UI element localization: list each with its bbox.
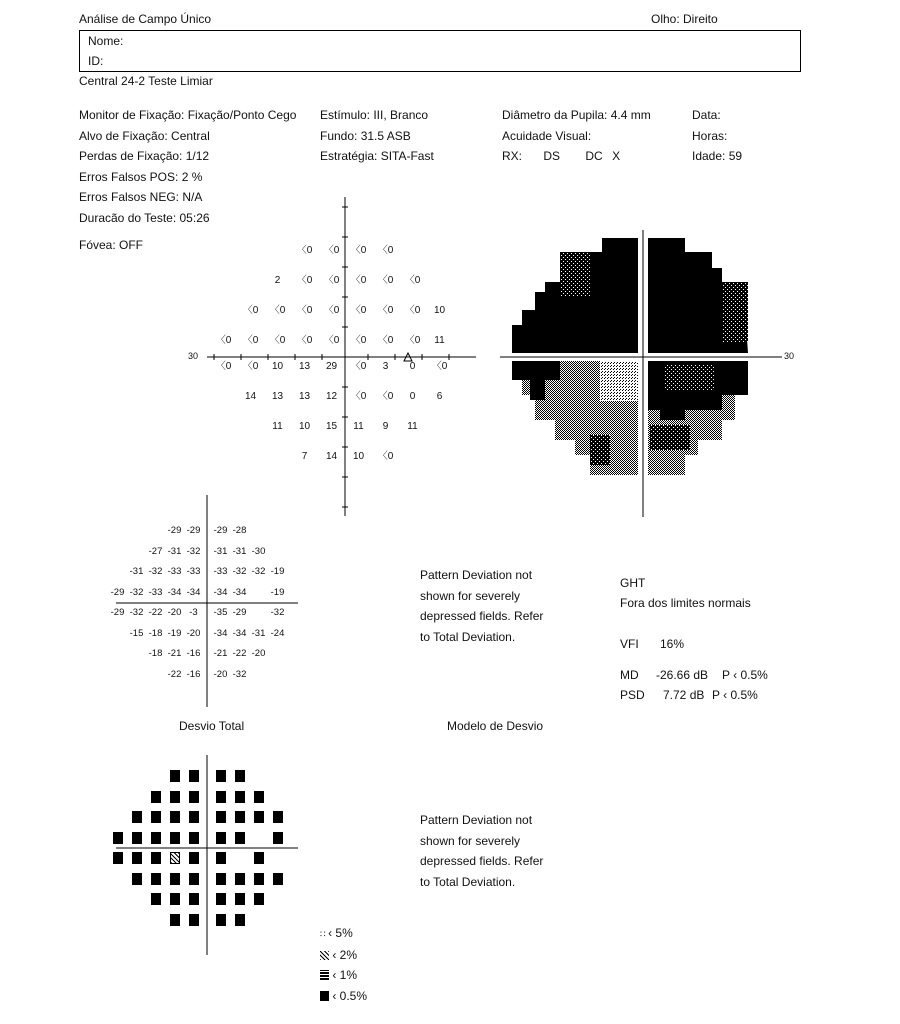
threshold-value: 0 — [409, 361, 416, 372]
fixation-monitor: Monitor de Fixação: Fixação/Ponto Cego — [79, 108, 297, 122]
legend-2-label: ‹ 2% — [332, 947, 358, 962]
threshold-value: 〈0 — [323, 335, 340, 346]
threshold-value: 〈0 — [404, 275, 421, 286]
id-label: ID: — [88, 54, 104, 68]
threshold-value: 〈0 — [242, 361, 259, 372]
test-duration: Duracão do Teste: 05:26 — [79, 210, 210, 225]
threshold-value: 〈0 — [377, 391, 394, 402]
legend-05 — [320, 986, 367, 1007]
total-deviation-value: -20 — [251, 648, 266, 659]
total-deviation-value: -31 — [232, 545, 247, 557]
threshold-value: 11 — [272, 421, 283, 432]
total-deviation-value: -34 — [213, 627, 228, 639]
prob-symbol-05pct — [235, 893, 245, 905]
threshold-value: 〈0 — [350, 305, 367, 316]
prob-symbol-05pct — [189, 832, 199, 844]
total-deviation-value: -31 — [213, 545, 228, 557]
total-deviation-value: -15 — [129, 627, 144, 639]
pattern-note-line: depressed fields. Refer — [420, 609, 544, 623]
prob-symbol-05pct — [216, 893, 226, 905]
total-deviation-value: -34 — [213, 586, 228, 598]
prob-symbol-05pct — [170, 914, 180, 926]
test-name: Central 24-2 Teste Limiar — [79, 74, 213, 88]
prob-symbol-05pct — [235, 832, 245, 844]
visual-acuity: Acuidade Visual: — [502, 128, 592, 143]
prob-symbol-05pct — [189, 811, 199, 823]
legend-5-label: ‹ 5% — [328, 926, 353, 940]
total-deviation-value: -34 — [186, 586, 201, 598]
total-deviation-value: -28 — [232, 525, 247, 536]
total-deviation-value: -18 — [148, 627, 163, 639]
prob-symbol-05pct — [216, 852, 226, 864]
threshold-value: 11 — [434, 335, 445, 346]
prob-symbol-05pct — [151, 873, 161, 885]
threshold-value: 〈0 — [377, 451, 394, 462]
rx-dc: DC — [585, 149, 603, 163]
pattern-note-line: shown for severely — [420, 833, 521, 848]
time-label: Horas: — [692, 128, 728, 143]
threshold-value: 〈0 — [323, 245, 340, 256]
threshold-value: 13 — [298, 391, 311, 402]
threshold-value: 〈0 — [323, 275, 340, 286]
axis-30-left: 30 — [188, 351, 199, 361]
total-deviation-value: -29 — [213, 525, 228, 536]
md-label: MD — [620, 668, 639, 682]
total-deviation-value: -21 — [213, 648, 228, 659]
total-deviation-value: -22 — [148, 607, 163, 618]
prob-symbol-05pct — [235, 873, 245, 885]
prob-symbol-05pct — [132, 811, 142, 823]
stimulus: Estímulo: III, Branco — [320, 108, 429, 122]
threshold-value: 14 — [325, 451, 338, 462]
threshold-value: 〈0 — [350, 391, 367, 402]
rx-label: RX: — [502, 149, 523, 163]
total-deviation-value: -35 — [213, 607, 228, 618]
prob-symbol-05pct — [132, 873, 142, 885]
fixation-target: Alvo de Fixação: Central — [79, 128, 210, 143]
prob-symbol-05pct — [273, 832, 283, 844]
prob-symbol-05pct — [216, 873, 226, 885]
false-pos: Erros Falsos POS: 2 % — [79, 169, 203, 184]
threshold-value: 〈0 — [296, 275, 313, 286]
legend-1 — [320, 965, 367, 986]
prob-symbol-05pct — [189, 893, 199, 905]
prob-symbol-05pct — [151, 832, 161, 844]
total-deviation-value: -33 — [167, 566, 182, 577]
prob-symbol-05pct — [170, 873, 180, 885]
threshold-value: 〈0 — [242, 335, 259, 346]
threshold-value: 6 — [436, 391, 443, 402]
total-deviation-value: -33 — [213, 566, 228, 577]
prob-symbol-05pct — [170, 811, 180, 823]
prob-symbol-05pct — [151, 791, 161, 803]
threshold-value: 〈0 — [431, 361, 448, 372]
threshold-value: 0 — [409, 391, 416, 402]
threshold-value: 12 — [325, 391, 338, 402]
pupil-diameter: Diâmetro da Pupila: 4.4 mm — [502, 108, 651, 122]
total-deviation-value: -29 — [232, 607, 247, 618]
prob-symbol-05pct — [216, 811, 226, 823]
prob-symbol-05pct — [235, 914, 245, 926]
prob-symbol-05pct — [235, 770, 245, 782]
total-deviation-value: -29 — [167, 525, 182, 536]
threshold-value: 3 — [382, 361, 389, 372]
threshold-value: 〈0 — [404, 335, 421, 346]
date-label: Data: — [692, 108, 721, 122]
threshold-value: 〈0 — [323, 305, 340, 316]
total-deviation-value: -24 — [270, 627, 285, 639]
dots-icon: ∷ — [320, 929, 325, 939]
prob-symbol-05pct — [273, 873, 283, 885]
total-deviation-value: -19 — [270, 586, 285, 598]
prob-symbol-05pct — [189, 791, 199, 803]
psd-p: P ‹ 0.5% — [712, 688, 758, 702]
total-deviation-value: -32 — [232, 668, 247, 680]
threshold-value: 10 — [271, 361, 284, 372]
prob-symbol-05pct — [216, 832, 226, 844]
md-p: P ‹ 0.5% — [722, 668, 768, 682]
threshold-value: 〈0 — [215, 361, 232, 372]
prob-symbol-05pct — [216, 791, 226, 803]
total-deviation-title: Desvio Total — [179, 719, 245, 733]
threshold-value: 2 — [274, 275, 281, 286]
pattern-deviation-title: Modelo de Desvio — [447, 719, 544, 733]
total-deviation-value: -31 — [167, 545, 182, 557]
pattern-note-line: shown for severely — [420, 588, 521, 603]
pattern-note-line: Pattern Deviation not — [420, 813, 533, 827]
threshold-value: 〈0 — [269, 335, 286, 346]
threshold-value: 10 — [352, 451, 365, 462]
total-deviation-value: -32 — [129, 607, 144, 618]
threshold-value: 〈0 — [269, 305, 286, 316]
pattern-note-line: Pattern Deviation not — [420, 568, 533, 582]
prob-symbol-05pct — [254, 811, 264, 823]
psd-value: 7.72 dB — [663, 688, 705, 702]
prob-symbol-05pct — [151, 893, 161, 905]
total-deviation-value: -33 — [148, 586, 163, 598]
threshold-value: 13 — [271, 391, 284, 402]
prob-symbol-05pct — [132, 832, 142, 844]
threshold-value: 10 — [298, 421, 311, 432]
total-deviation-value: -22 — [232, 648, 247, 659]
total-deviation-value: -33 — [186, 566, 201, 577]
axis-30-right: 30 — [784, 351, 795, 361]
threshold-value: 〈0 — [377, 245, 394, 256]
total-deviation-value: -34 — [232, 586, 247, 598]
prob-symbol-05pct — [189, 914, 199, 926]
prob-symbol-2pct — [170, 852, 180, 864]
rx-ds: DS — [543, 149, 561, 163]
total-deviation-value: -31 — [129, 566, 144, 577]
threshold-value: 〈0 — [377, 275, 394, 286]
prob-symbol-05pct — [189, 873, 199, 885]
prob-symbol-05pct — [189, 852, 199, 864]
prob-symbol-05pct — [254, 873, 264, 885]
prob-symbol-05pct — [216, 914, 226, 926]
prob-symbol-05pct — [189, 770, 199, 782]
total-deviation-value: -29 — [110, 586, 125, 598]
threshold-value: 14 — [244, 391, 257, 402]
total-deviation-value: -22 — [167, 668, 182, 680]
prob-symbol-05pct — [170, 770, 180, 782]
legend-2 — [320, 945, 367, 966]
threshold-value: 〈0 — [377, 335, 394, 346]
solid-square-icon — [320, 991, 329, 1001]
threshold-value: 29 — [325, 361, 338, 372]
background: Fundo: 31.5 ASB — [320, 128, 411, 143]
psd-label: PSD — [620, 688, 645, 702]
prob-symbol-05pct — [254, 791, 264, 803]
ght-label: GHT — [620, 576, 646, 590]
rx-x: X — [612, 149, 621, 163]
total-deviation-value: -3 — [189, 607, 198, 618]
name-label: Nome: — [88, 34, 124, 48]
total-deviation-value: -32 — [186, 545, 201, 557]
prob-symbol-05pct — [170, 791, 180, 803]
prob-symbol-05pct — [170, 893, 180, 905]
prob-symbol-05pct — [113, 832, 123, 844]
threshold-value: 10 — [433, 305, 446, 316]
vfi-value: 16% — [660, 637, 685, 651]
prob-symbol-05pct — [254, 852, 264, 864]
prob-symbol-05pct — [235, 811, 245, 823]
total-deviation-value: -20 — [186, 627, 201, 639]
md-value: -26.66 dB — [656, 668, 709, 682]
threshold-value: 11 — [353, 421, 364, 432]
threshold-value: 13 — [298, 361, 311, 372]
age-label: Idade: 59 — [692, 149, 743, 163]
total-deviation-value: -32 — [129, 586, 144, 598]
total-deviation-value: -20 — [167, 607, 182, 618]
threshold-value: 〈0 — [350, 361, 367, 372]
report-title: Análise de Campo Único — [79, 12, 212, 26]
total-deviation-value: -34 — [167, 586, 182, 598]
total-deviation-value: -16 — [186, 648, 201, 659]
hatch-light-icon — [320, 951, 329, 960]
strategy: Estratégia: SITA-Fast — [320, 149, 434, 163]
total-deviation-value: -16 — [186, 668, 201, 680]
threshold-value: 11 — [407, 421, 418, 432]
false-neg: Erros Falsos NEG: N/A — [79, 190, 203, 204]
total-deviation-value: -29 — [110, 607, 125, 618]
total-deviation-value: -19 — [270, 566, 285, 577]
threshold-value: 〈0 — [350, 335, 367, 346]
total-deviation-value: -31 — [251, 627, 266, 639]
prob-symbol-05pct — [273, 811, 283, 823]
total-deviation-value: -19 — [167, 627, 182, 639]
prob-symbol-05pct — [254, 893, 264, 905]
threshold-value: 〈0 — [404, 305, 421, 316]
fixation-losses: Perdas de Fixação: 1/12 — [79, 149, 210, 163]
threshold-value: 〈0 — [296, 305, 313, 316]
hatch-dark-icon — [320, 970, 329, 980]
vfi-label: VFI — [620, 637, 639, 651]
total-deviation-value: -32 — [148, 566, 163, 577]
total-deviation-value: -32 — [232, 566, 247, 577]
total-deviation-value: -21 — [167, 648, 182, 659]
total-deviation-value: -32 — [251, 566, 266, 577]
threshold-value: 〈0 — [377, 305, 394, 316]
threshold-value: 〈0 — [215, 335, 232, 346]
threshold-value: 〈0 — [296, 335, 313, 346]
ght-value: Fora dos limites normais — [620, 596, 751, 610]
total-deviation-value: -30 — [251, 545, 266, 557]
prob-symbol-05pct — [216, 770, 226, 782]
total-deviation-value: -18 — [148, 648, 163, 659]
prob-symbol-05pct — [132, 852, 142, 864]
total-deviation-value: -32 — [270, 607, 285, 618]
prob-symbol-05pct — [151, 852, 161, 864]
fovea-label: Fóvea: OFF — [79, 238, 144, 252]
pattern-note-line: to Total Deviation. — [420, 629, 516, 644]
total-deviation-value: -27 — [148, 545, 163, 557]
threshold-value: 7 — [301, 451, 308, 462]
legend-5 — [320, 923, 367, 945]
prob-symbol-05pct — [170, 832, 180, 844]
prob-symbol-05pct — [113, 852, 123, 864]
legend-05-label: ‹ 0.5% — [332, 988, 368, 1003]
total-deviation-value: -29 — [186, 525, 201, 536]
pattern-note-line: to Total Deviation. — [420, 874, 516, 889]
pattern-note-line: depressed fields. Refer — [420, 854, 544, 868]
threshold-value: 〈0 — [350, 245, 367, 256]
legend — [320, 923, 367, 1006]
total-deviation-value: -34 — [232, 627, 247, 639]
prob-symbol-05pct — [151, 811, 161, 823]
threshold-value: 〈0 — [242, 305, 259, 316]
eye-label: Olho: Direito — [651, 12, 718, 26]
threshold-value: 〈0 — [296, 245, 313, 256]
total-deviation-value: -20 — [213, 668, 228, 680]
legend-1-label: ‹ 1% — [332, 968, 358, 982]
threshold-value: 15 — [325, 421, 338, 432]
threshold-value: 9 — [382, 421, 389, 432]
threshold-value: 〈0 — [350, 275, 367, 286]
prob-symbol-05pct — [235, 791, 245, 803]
